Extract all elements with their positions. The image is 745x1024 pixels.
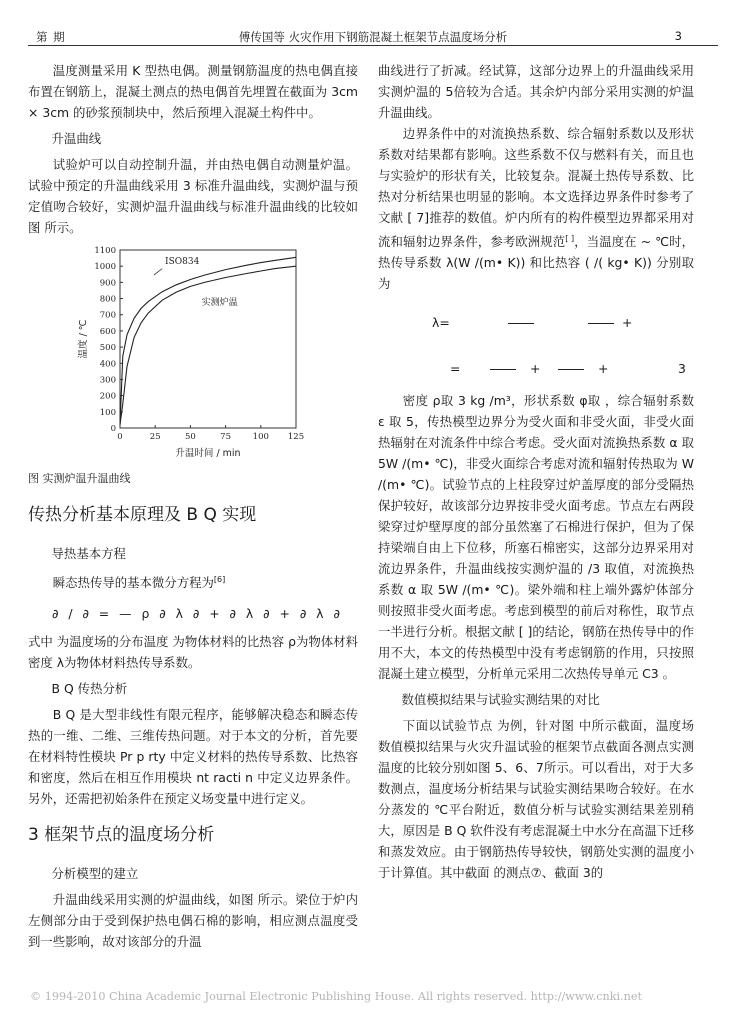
plus-sign: + xyxy=(598,361,609,377)
paragraph: B Q 是大型非线性有限元程序，能够解决稳态和瞬态传热的一维、二维、三维传热问题。对于本文的分析，首先要在材料特性模块 Pr p rty 中定义材料的热传导系数、比热容和密度，然后在相互作用模块 nt racti n 中定义边界条件。另外，还需把初始条件在预定义场变量中进行定义。 xyxy=(28,707,358,807)
equation-text: ∂ / ∂ = — ρ ∂ λ ∂ + ∂ λ ∂ + ∂ λ ∂ xyxy=(52,606,343,622)
subsection-heading: 导热基本方程 xyxy=(51,546,126,561)
paragraph xyxy=(378,123,694,294)
paragraph: 密度 ρ取 3 kg /m³，形状系数 φ取 ，综合辐射系数 ε 取 5，传热模型边界分为受火面和非受火面，非受火面热辐射在对流条件中综合考虑。受火面对流换热系数 α 取 5W /(m• ℃)，非受火面综合考虑对流和辐射传热取为 W /(m• ℃)。试验节点的上柱段穿过炉盖厚度的部分受隔热保护较好，故该部分边界按非受火面考虑。节点左右两段梁穿过炉壁厚度的部分虽然塞了石棉进行保护，但为了保持梁端自由上下位移，所塞石棉密实，这部分边界采用对流边界条件，升温曲线按实测炉温的 /3 取值，对流换热系数 α 取 5W /(m• ℃)。梁外端和柱上端外露炉体部分则按照非受火面考虑。考虑到模型的前后对称性，取节点一半进行分析。根据文献 [ ]的结论，钢筋在热传导中的作用不大，本文的传热模型中没有考虑钢筋的作用，只按照混凝土建立模型，分析单元采用二次热传导单元 C3 。 xyxy=(378,393,694,682)
running-header xyxy=(28,27,718,46)
paragraph-text: 瞬态热传导的基本微分方程为 xyxy=(52,575,214,591)
legend-label-iso834: ISO834 xyxy=(165,257,200,268)
paragraph: 下面以试验节点 为例，针对图 中所示截面，温度场数值模拟结果与火灾升温试验的框架节点截面各测点实测温度的比较分别如图 5、6、7所示。可以看出，对于大多数测点，温度场分析结果与试验实测结果吻合较好。在水分蒸发的 ℃平台附近，数值分析与试验实测结果差别稍大，原因是 B Q 软件没有考虑混凝土中水分在高温下迁移和蒸发效应。由于钢筋热传导较快，钢筋处实测的温度小于计算值。其中截面 的测点⑦、截面 3的 xyxy=(378,718,694,881)
equation-lhs: = xyxy=(450,361,461,377)
y-tick-label: 500 xyxy=(99,343,116,354)
x-tick-label: 25 xyxy=(149,432,161,442)
right-column xyxy=(378,60,694,883)
x-tick-label: 125 xyxy=(287,432,305,442)
running-title: 傅传国等 火灾作用下钢筋混凝土框架节点温度场分析 xyxy=(238,30,508,44)
legend-label-measured: 实测炉温 xyxy=(201,298,238,309)
paragraph: 试验炉可以自动控制升温，并由热电偶自动测量炉温。试验中预定的升温曲线采用 3 标准升温曲线，实测炉温与预定值吻合较好，实测炉温升温曲线与标准升温曲线的比较如图 所示。 xyxy=(28,157,358,235)
y-tick-label: 1100 xyxy=(94,246,116,256)
furnace-temperature-figure xyxy=(28,242,358,468)
citation: [ ] xyxy=(565,234,575,243)
paragraph xyxy=(28,569,358,593)
subsection-heading: 数值模拟结果与试验实测结果的对比 xyxy=(401,692,600,708)
y-tick-label: 400 xyxy=(99,359,116,370)
series-line-iso834 xyxy=(120,257,296,425)
heat-conduction-equation xyxy=(28,597,358,627)
fraction-bar xyxy=(558,358,584,379)
plus-sign: + xyxy=(530,361,541,377)
y-tick-label: 1000 xyxy=(94,262,116,273)
y-tick-label: 0 xyxy=(110,424,116,434)
subsection-heading: B Q 传热分析 xyxy=(51,681,128,697)
paragraph: 曲线进行了折减。经试算，这部分边界上的升温曲线采用实测炉温的 5倍较为合适。其余炉内部分采用实测的炉温升温曲线。 xyxy=(378,63,694,120)
y-tick-label: 100 xyxy=(99,407,116,418)
page-number: 3 xyxy=(674,29,682,43)
paragraph-text: 边界条件中的对流换热系数、综合辐射系数以及形状系数对结果都有影响。这些系数不仅与燃料有关，而且也与实验炉的形状有关，比较复杂。混凝土热传导系数、比热对分析结果也明显的影响。本文选择边界条件时参考了文献 [ 7]推荐的数值。炉内所有的构件模型边界都采用对流和辐射边界条件，参考欧洲规范 xyxy=(378,126,694,250)
y-tick-label: 900 xyxy=(99,278,116,289)
citation: [6] xyxy=(213,575,226,584)
section-2-title: 传热分析基本原理及 B Q 实现 xyxy=(28,505,257,525)
conductivity-equation xyxy=(378,298,694,344)
fraction-bar xyxy=(490,358,516,379)
y-axis-label: 温度 / ℃ xyxy=(78,319,89,359)
series-line-measured xyxy=(120,266,296,425)
y-tick-label: 800 xyxy=(99,294,116,305)
x-axis-label: 升温时间 / min xyxy=(175,448,241,459)
subsection-heading: 分析模型的建立 xyxy=(51,866,139,882)
paragraph: 式中 为温度场的分布温度 为物体材料的比热容 ρ为物体材料密度 λ为物体材料热传导系数。 xyxy=(28,634,358,671)
legend-leader xyxy=(154,269,162,275)
equation-lhs: λ= xyxy=(432,315,450,331)
left-column xyxy=(28,60,358,952)
specific-heat-equation xyxy=(378,348,694,386)
paragraph: 升温曲线采用实测的炉温曲线，如图 所示。梁位于炉内左侧部分由于受到保护热电偶石棉的影响，相应测点温度受到一些影响，故对该部分的升温 xyxy=(28,892,358,950)
fraction-bar xyxy=(588,312,614,333)
plot-frame xyxy=(120,250,296,428)
x-tick-label: 0 xyxy=(117,432,123,442)
y-tick-label: 200 xyxy=(99,391,116,402)
equation-number: 3 xyxy=(678,361,686,377)
y-tick-label: 300 xyxy=(99,375,116,386)
x-tick-label: 100 xyxy=(252,432,269,442)
paragraph-text: ，当温度在 ~ ℃时，热传导系数 λ(W /(m• K)) 和比热容 ( /( kg• K)) 分别取为 xyxy=(378,234,694,292)
subsection-heading: 升温曲线 xyxy=(51,131,102,146)
section-3-title: 3 框架节点的温度场分析 xyxy=(28,825,215,846)
temperature-curve-chart xyxy=(28,242,358,468)
fraction-bar xyxy=(508,312,534,333)
y-tick-label: 700 xyxy=(99,310,116,321)
y-tick-label: 600 xyxy=(99,326,116,337)
x-tick-label: 75 xyxy=(220,432,232,442)
plus-sign: + xyxy=(622,315,633,331)
issue-label: 第 期 xyxy=(36,30,66,44)
x-tick-label: 50 xyxy=(184,432,196,442)
copyright-footer: © 1994-2010 China Academic Journal Electronic Publishing House. All rights reserved. http://www.cnki.net xyxy=(30,990,642,1003)
figure-caption: 图 实测炉温升温曲线 xyxy=(28,472,131,485)
paragraph: 温度测量采用 K 型热电偶。测量钢筋温度的热电偶直接布置在钢筋上，混凝土测点的热电偶首先埋置在截面为 3cm × 3cm 的砂浆预制块中，然后预埋入混凝土构件中。 xyxy=(28,63,358,120)
